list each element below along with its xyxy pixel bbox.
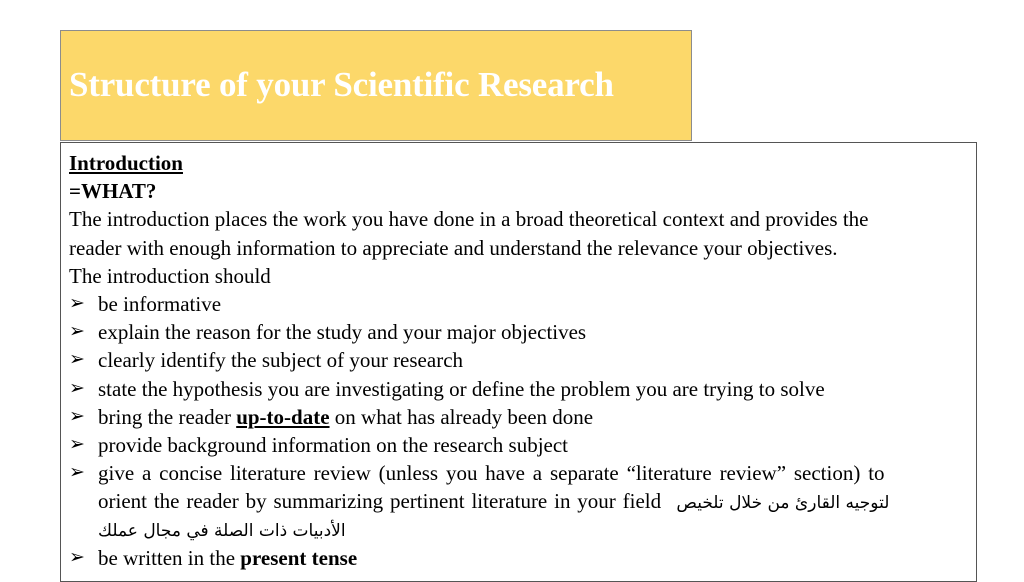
list-item <box>69 375 970 403</box>
subheading: =WHAT? <box>69 179 157 204</box>
list-item-text: explain the reason for the study and your major objectives <box>98 320 587 345</box>
list-item-text: clearly identify the subject of your research <box>98 348 464 373</box>
emphasis-uptodate: up-to-date <box>236 404 330 429</box>
slide-title: Structure of your Scientific Research <box>69 65 614 104</box>
arrow-bullet-icon: ➢ <box>69 433 85 455</box>
list-item-text: bring the reader <box>98 404 237 429</box>
list-item-text: provide background information on the research subject <box>98 432 569 457</box>
review-line-2 <box>98 487 970 515</box>
list-item-uptodate <box>69 403 970 431</box>
section-heading: Introduction <box>69 151 183 175</box>
list-item <box>69 431 970 459</box>
list-item-review <box>69 459 970 544</box>
paragraph-line-1: The introduction places the work you have done in a broad theoretical context and provides the <box>69 207 869 232</box>
lead-in: The introduction should <box>69 263 271 288</box>
arrow-bullet-icon: ➢ <box>69 405 85 427</box>
list-item-text: state the hypothesis you are investigating or define the problem you are trying to solve <box>98 376 825 401</box>
list-item-tense <box>69 544 970 572</box>
list-item <box>69 290 970 318</box>
review-line-3 <box>98 515 970 543</box>
arrow-bullet-icon: ➢ <box>69 349 85 371</box>
review-line-2-en: orient the reader by summarizing pertinent literature in your field <box>98 489 662 514</box>
list-item-text: be written in the <box>98 545 241 570</box>
arrow-bullet-icon: ➢ <box>69 377 85 399</box>
review-line-1: give a concise literature review (unless you have a separate “literature review” section) to <box>98 461 885 486</box>
title-box <box>60 30 692 141</box>
list-item <box>69 346 970 374</box>
arrow-bullet-icon: ➢ <box>69 321 85 343</box>
arrow-bullet-icon: ➢ <box>69 462 85 484</box>
list-item-text: be informative <box>98 291 222 316</box>
arrow-bullet-icon: ➢ <box>69 292 85 314</box>
review-line-3-ar: الأدبيات ذات الصلة في مجال عملك <box>98 521 346 542</box>
review-line-2-ar: لتوجيه القارئ من خلال تلخيص <box>676 493 890 514</box>
arrow-bullet-icon: ➢ <box>69 546 85 568</box>
content-box <box>60 142 977 582</box>
paragraph-line-2: reader with enough information to appreciate and understand the relevance your objectives. <box>69 235 838 260</box>
list-item <box>69 318 970 346</box>
content-body <box>69 149 970 572</box>
list-item-text: on what has already been done <box>329 404 594 429</box>
emphasis-present-tense: present tense <box>240 545 358 570</box>
